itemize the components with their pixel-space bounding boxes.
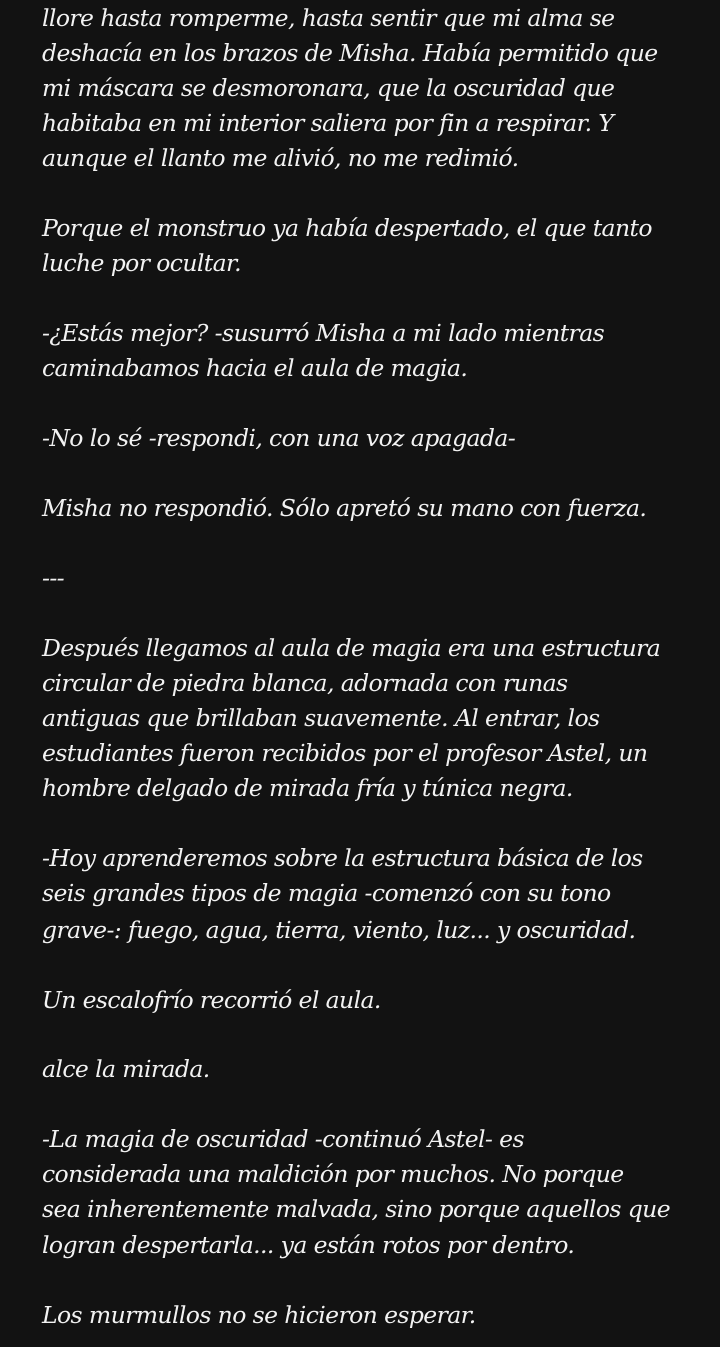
- text-line: -Hoy aprenderemos sobre la estructura básica de los: [42, 844, 643, 872]
- text-line: Después llegamos al aula de magia era una estructura: [42, 634, 661, 662]
- text-line: -¿Estás mejor? -susurró Misha a mi lado mientras: [42, 319, 605, 347]
- text-line: Un escalofrío recorrió el aula.: [42, 986, 381, 1014]
- text-line: estudiantes fueron recibidos por el profesor Astel, un: [42, 739, 648, 767]
- text-line: antiguas que brillaban suavemente. Al entrar, los: [42, 704, 600, 732]
- text-line: grave-: fuego, agua, tierra, viento, luz... y oscuridad.: [42, 916, 636, 944]
- text-line: aunque el llanto me alivió, no me redimió.: [42, 144, 519, 172]
- text-line: -No lo sé -respondi, con una voz apagada-: [42, 424, 516, 452]
- text-line: Porque el monstruo ya había despertado, el que tanto: [42, 214, 652, 242]
- text-line: Misha no respondió. Sólo apretó su mano con fuerza.: [42, 494, 647, 522]
- text-line: circular de piedra blanca, adornada con runas: [42, 669, 568, 697]
- text-line: llore hasta romperme, hasta sentir que mi alma se: [42, 4, 615, 32]
- text-line: -La magia de oscuridad -continuó Astel- es: [42, 1125, 524, 1153]
- text-line: considerada una maldición por muchos. No porque: [42, 1160, 624, 1188]
- text-line: sea inherentemente malvada, sino porque aquellos que: [42, 1195, 671, 1223]
- text-line: mi máscara se desmoronara, que la oscuridad que: [42, 74, 615, 102]
- text-line: Los murmullos no se hicieron esperar.: [42, 1301, 476, 1329]
- text-line: luche por ocultar.: [42, 249, 241, 277]
- text-line: deshacía en los brazos de Misha. Había permitido que: [42, 39, 658, 67]
- text-line: caminabamos hacia el aula de magia.: [42, 354, 468, 382]
- text-line: seis grandes tipos de magia -comenzó con su tono: [42, 879, 611, 907]
- text-line: logran despertarla... ya están rotos por dentro.: [42, 1231, 575, 1259]
- text-line: habitaba en mi interior saliera por fin a respirar. Y: [42, 109, 614, 137]
- section-separator: ---: [42, 564, 65, 592]
- text-line: hombre delgado de mirada fría y túnica negra.: [42, 774, 573, 802]
- text-line: alce la mirada.: [42, 1055, 210, 1083]
